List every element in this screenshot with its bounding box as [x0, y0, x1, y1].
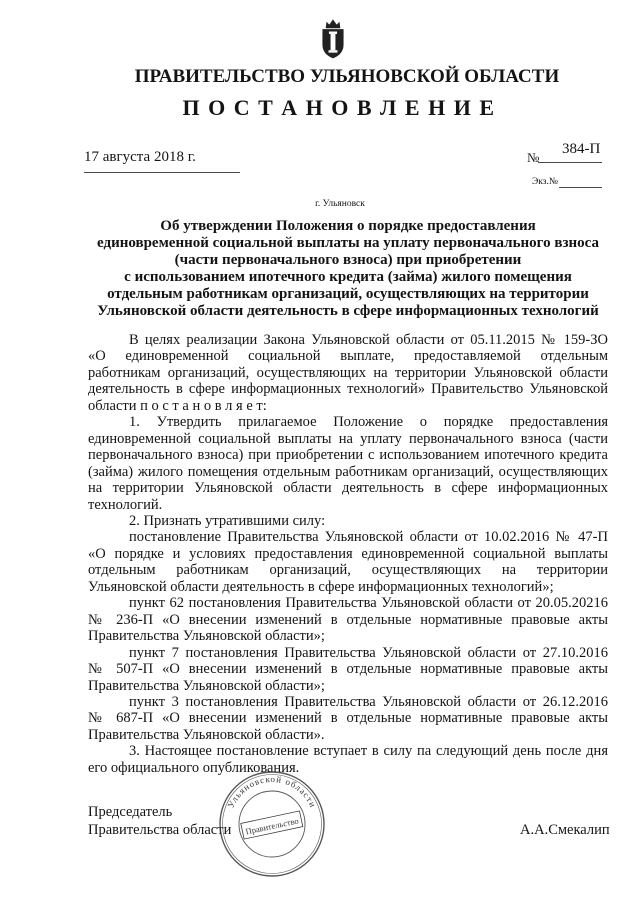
text-line: единовременной социальной выплаты на уплату первоначального взноса (части — [88, 430, 608, 447]
text-line: Правительства Ульяновской области»; — [88, 628, 325, 645]
document-title — [78, 218, 618, 320]
coat-of-arms-icon — [320, 14, 346, 62]
signatory-position-continued: Правительства области — [88, 822, 232, 838]
text-line: первоначального взноса) при приобретении с использованием ипотечного кредита — [88, 447, 608, 464]
signatory-name: А.А.Смекалип — [520, 822, 610, 838]
document-type: П О С Т А Н О В Л Е Н И Е — [182, 95, 496, 120]
text-line: технологий. — [88, 496, 163, 513]
body-text — [88, 332, 608, 776]
title-line: с использованием ипотечного кредита (займа) жилого помещения — [124, 269, 572, 285]
text-line: Правительства Ульяновской области». — [88, 726, 325, 743]
paragraph — [88, 645, 608, 694]
title-line: Ульяновской области деятельность в сфере информационных технологий — [97, 303, 599, 319]
text-line: пункт 7 постановления Правительства Ульяновской области от 27.10.2016 — [129, 644, 608, 661]
text-line: на территории Ульяновской области деятельность в сфере информационных — [88, 480, 608, 497]
text-line: области п о с т а н о в л я е т: — [88, 397, 267, 414]
text-line: Ульяновской области деятельность в сфере информационных технологий»; — [88, 578, 554, 595]
text-line: № 236-П «О внесении изменений в отдельные нормативные правовые акты — [88, 611, 608, 628]
text-line: В целях реализации Закона Ульяновской области от 05.11.2015 № 159-ЗО — [129, 332, 608, 348]
text-line: (займа) жилого помещения отдельным работникам организаций, осуществляющих — [88, 463, 608, 480]
title-line: отдельным работникам организаций, осуществляющих на территории — [107, 286, 589, 302]
paragraph — [88, 332, 608, 414]
paragraph — [88, 529, 608, 595]
text-line: постановление Правительства Ульяновской области от 10.02.2016 № 47-П — [129, 529, 608, 546]
signatory-position: Председатель — [88, 804, 173, 820]
text-line: пункт 3 постановления Правительства Ульяновской области от 26.12.2016 — [129, 693, 608, 710]
number-underline — [538, 162, 602, 163]
text-line: деятельность в сфере информационных технологий» Правительство Ульяновской — [88, 381, 608, 398]
text-line: 2. Признать утратившими силу: — [129, 512, 326, 529]
seal-center-text: Правительство — [244, 815, 300, 837]
title-line: Об утверждении Положения о порядке предоставления — [160, 218, 536, 234]
text-line: «О единовременной социальной выплате, предоставляемой отдельным — [88, 348, 608, 365]
paragraph — [88, 414, 608, 513]
text-line: 3. Настоящее постановление вступает в силу па следующий день после дня — [129, 743, 608, 760]
date-underline — [84, 172, 240, 173]
number-sign: № — [527, 150, 540, 165]
text-line: работникам организаций, осуществляющих на территории Ульяновской области — [88, 364, 608, 381]
paragraph — [88, 694, 608, 743]
organization-name: ПРАВИТЕЛЬСТВО УЛЬЯНОВСКОЙ ОБЛАСТИ — [134, 66, 560, 87]
text-line: Правительства Ульяновской области»; — [88, 677, 325, 694]
text-line: 1. Утвердить прилагаемое Положение о порядке предоставления — [129, 414, 608, 431]
city-label: г. Ульяновск — [315, 199, 365, 209]
paragraph — [88, 513, 608, 529]
document-date: 17 августа 2018 г. — [84, 149, 196, 165]
text-line: пункт 62 постановления Правительства Ульяновской области от 20.05.20216 — [129, 595, 608, 612]
text-line: «О порядке и условиях предоставления единовременной социальной выплаты — [88, 545, 608, 562]
title-line: единовременной социальной выплаты на уплату первоначального взноса — [97, 235, 599, 251]
text-line: отдельным работникам организаций, осуществляющих на территории — [88, 562, 608, 579]
paragraph — [88, 743, 608, 776]
title-line: (части первоначального взноса) при приобретении — [174, 252, 522, 268]
text-line: № 507-П «О внесении изменений в отдельные нормативные правовые акты — [88, 661, 608, 678]
paragraph — [88, 595, 608, 644]
document-number: 384-П — [562, 141, 601, 157]
copy-number-label: Экз.№ — [532, 177, 558, 187]
copy-number-underline — [559, 187, 602, 188]
official-seal — [216, 768, 328, 880]
text-line: № 687-П «О внесении изменений в отдельные нормативные правовые акты — [88, 710, 608, 727]
text-line: его официального опубликования. — [88, 759, 300, 776]
seal-ring-text: Ульяновской области — [225, 773, 319, 810]
